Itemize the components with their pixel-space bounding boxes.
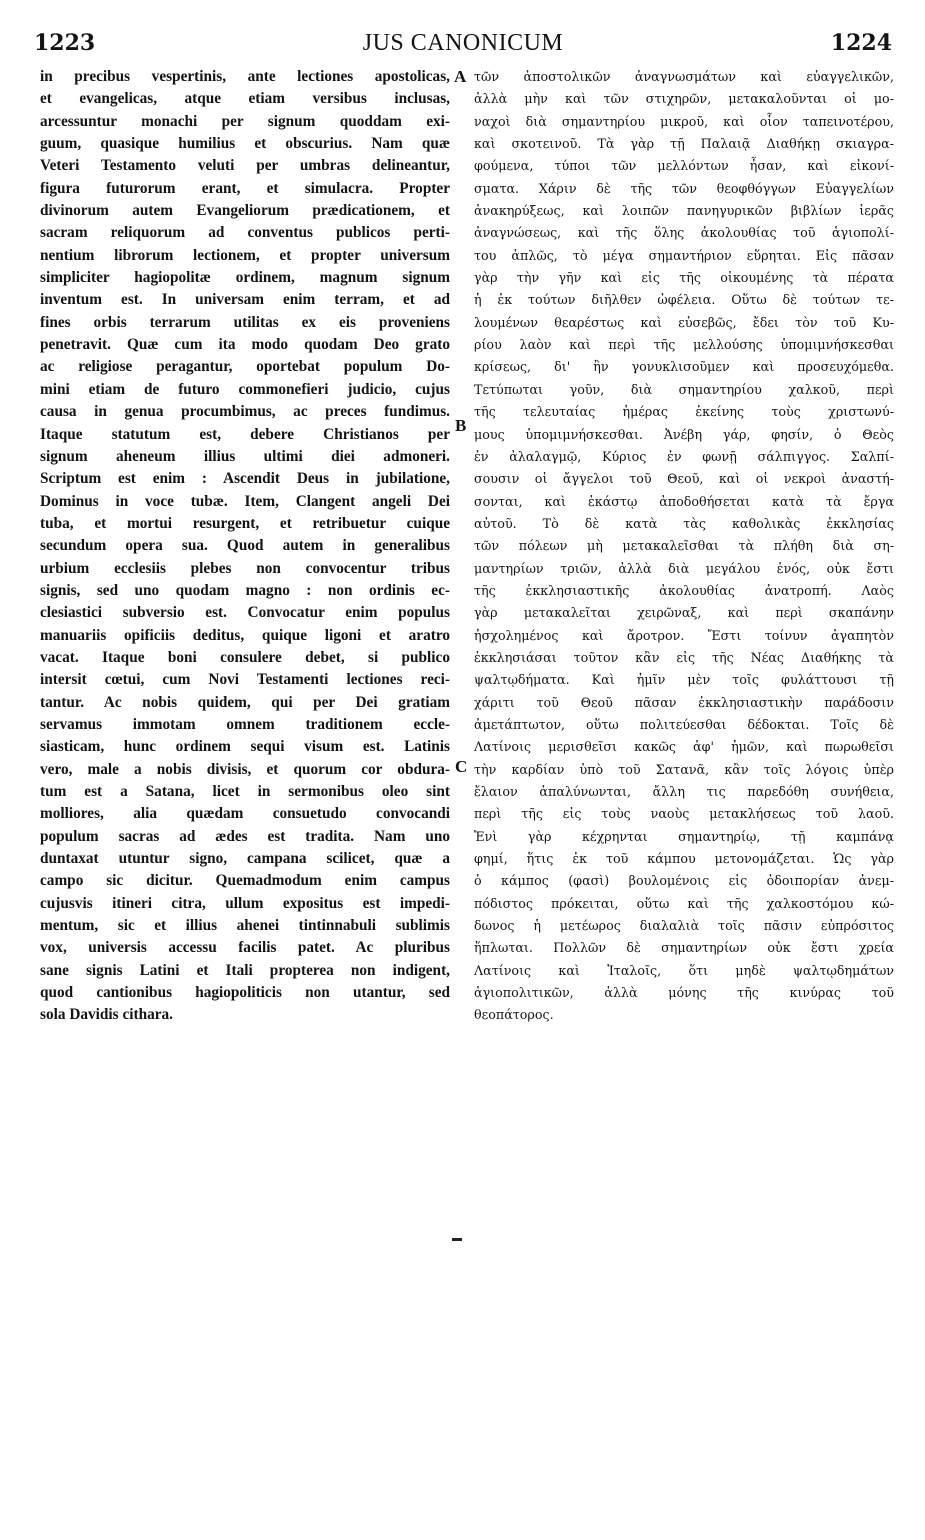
greek-text-line: ψαλτῳδήματα. Καὶ ἡμῖν μὲν τοῖς φυλάττουσι τῇ [474,672,894,688]
latin-text-line: arcessuntur monachi per signum quoddam exi- [40,112,450,130]
greek-text-line: του ἁπλῶς, τὸ μέγα σημαντήριον εὕρηται. Εἰς πᾶσαν [474,247,894,263]
greek-text-line: ἐκκλησιάσαι τοῦτον κἂν εἰς τῆς Νέας Διαθήκης τὰ [474,649,894,665]
latin-text-line: simpliciter hagiopolitæ ordinem, magnum signum [40,269,450,287]
greek-text-line: φούμενα, τύποι τῶν μελλόντων ἦσαν, καὶ εἰκονί- [474,158,894,174]
greek-text-line: σονται, καὶ ἑκάστῳ ἀποδοθήσεται κατὰ τὰ ἔργα [474,493,894,509]
greek-text-line: γὰρ τὴν γῆν καὶ εἰς τῆς οἰκουμένης τὰ πέρατα [474,270,894,286]
greek-text-line: ἀμετάπτωτον, οὕτω πολιτεύεσθαι δέδοκται. Τοῖς δὲ [474,716,894,732]
greek-text-line: περὶ τῆς εἰς τοὺς ναοὺς μετακλήσεως τοῦ λαοῦ. [474,806,894,822]
greek-text-line: ἀναγνώσεως, καὶ τῆς ὅλης ἀκολουθίας τοῦ ἁγιοπολί- [474,225,894,241]
greek-text-line: πόδιστος πρόκειται, οὕτω καὶ τῆς χαλκοστόμου κώ- [474,895,894,911]
latin-text-line: tum est a Satana, licet in sermonibus oleo sint [40,783,450,800]
greek-text-line: ἡ ἐκ τούτων διῆλθεν ὠφέλεια. Οὕτω δὲ τούτων τε- [474,292,894,308]
latin-text-line: campo sic dicitur. Quemadmodum enim campus [40,872,450,890]
latin-text-line: fines orbis terrarum utilitas ex eis proveniens [40,313,450,331]
greek-text-line: φημί, ἥτις ἐκ τοῦ κάμπου μετονομάζεται. Ὡς γὰρ [474,851,894,867]
greek-text-line: μους ὑπομιμνήσκεσθαι. Ἀνέβη γάρ, φησίν, ὁ Θεὸς [474,426,894,442]
latin-text-line: penetravit. Quæ cum ita modo quodam Deo grato [40,336,450,354]
greek-text-line: σματα. Χάριν δὲ τῆς τῶν θεοφθόγγων Εὐαγγελίων [474,180,894,196]
greek-text-line: Ἑνὶ γὰρ κέχρηνται σημαντηρίῳ, τῇ καμπάνᾳ [474,828,894,844]
greek-text-line: ρίου λαὸν καὶ περὶ τῆς μελλούσης ὑπομιμνήσκεσθαι [474,337,894,353]
margin-marker-c: C [455,757,468,776]
greek-text-line: Τετύπωται γοῦν, διὰ σημαντηρίου χαλκοῦ, περὶ [474,381,894,397]
latin-text-line: intersit cœtui, cum Novi Testamenti lectiones reci- [40,671,450,689]
latin-text-line: sacram reliquorum ad conventus publicos perti- [40,224,450,242]
latin-text-line: Veteri Testamento veluti per umbras delineantur, [40,157,450,175]
latin-text-line: sane signis Latini et Itali propterea non indigent, [40,961,450,979]
greek-text-line: λουμένων θεαρέστως καὶ εὐσεβῶς, ἔδει τὸν τοῦ Κυ- [474,314,894,330]
greek-text-line: ἀλλὰ μὴν καὶ τῶν στιχηρῶν, μετακαλοῦνται οἱ μο- [474,91,894,107]
latin-text-line: causa in genua procumbimus, ac preces fundimus. [40,403,450,421]
greek-text-line: τῶν ἀποστολικῶν ἀναγνωσμάτων καὶ εὐαγγελικῶν, [474,69,894,84]
greek-text-line: ναχοὶ διὰ σημαντηρίου μικροῦ, καὶ οἷον ταπεινοτέρου, [474,113,894,129]
latin-text-line: populum sacras ad ædes est tradita. Nam uno [40,827,450,845]
latin-text-line: divinorum autem Evangeliorum prædicationem, et [40,202,450,220]
right-page-number: 1224 [830,30,892,56]
latin-text-line: quod cantionibus hagiopoliticis non utantur, sed [40,984,450,1002]
latin-text-line: et evangelicas, atque etiam versibus inclusas, [40,90,450,108]
latin-text-line: siasticam, hunc ordinem sequi visum est. Latinis [40,738,450,756]
latin-text-line: tantur. Ac nobis quidem, qui per Dei gratiam [40,693,450,711]
latin-text-line: signum aheneum illius ultimi diei admoneri. [40,447,450,465]
latin-text-line: mentum, sic et illius ahenei tintinnabuli sublimis [40,917,450,935]
greek-text-line: γὰρ μετακαλεῖται χειρῶναξ, καὶ περὶ σκαπάνην [474,605,894,621]
latin-text-line: vero, male a nobis divisis, et quorum cor obdura- [40,760,450,778]
latin-text-line: secundum opera sua. Quod autem in generalibus [40,537,450,555]
latin-text-line: ac religiose peragantur, oportebat populum Do- [40,358,450,376]
greek-text-line: τῆς ἐκκλησιαστικῆς ἀκολουθίας ἀνατροπή. Λαὸς [474,582,894,598]
greek-text-line: Λατίνοις καὶ Ἰταλοῖς, ὅτι μηδὲ ψαλτῳδημάτων [474,962,894,978]
latin-text-line: inventum est. In universam enim terram, et ad [40,291,450,309]
greek-text-line: ἠσχολημένος καὶ ἄροτρον. Ἔστι τοίνυν ἀγαπητὸν [474,627,894,643]
latin-text-line: figura futurorum erant, et simulacra. Propter [40,179,450,197]
greek-text-line: ἐν ἀλαλαγμῷ, Κύριος ἐν φωνῇ σάλπιγγος. Σαλπί- [474,448,894,464]
latin-text-line: signis, sed uno quodam magno : non ordinis ec- [40,581,450,599]
margin-marker-a: A [454,67,467,86]
greek-text-line: καὶ σκοτεινοῦ. Τὰ γὰρ τῇ Παλαιᾷ Διαθήκῃ σκιαγρα- [474,136,894,152]
greek-text-line: ἔλαιον ἁπαλύνωνται, ἄλλη τις παρεδόθη συνήθεια, [474,784,894,799]
greek-text-line: ἥπλωται. Πολλῶν δὲ σημαντηρίων οὐκ ἔστι χρεία [474,940,894,956]
latin-text-line: tuba, et mortui resurgent, et retribuetur cuique [40,514,450,532]
latin-text-line: nentium librorum lectionem, et propter universum [40,246,450,264]
latin-text-line: cujusvis itineri citra, ullum expositus est impedi- [40,894,450,912]
page-mark [452,1238,462,1241]
greek-text-line: κρίσεως, δι' ἣν γονυκλισοῦμεν καὶ προσευχόμεθα. [474,359,894,375]
greek-text-line: χάριτι τοῦ Θεοῦ πᾶσαν ἐκκλησιαστικὴν παράδοσιν [474,694,894,710]
latin-text-line: vox, universis accessu facilis patet. Ac pluribus [40,939,450,957]
latin-text-line: vacat. Itaque boni consulere debet, si publico [40,648,450,666]
left-page-number: 1223 [34,30,96,56]
latin-text-line: servamus immotam omnem traditionem eccle- [40,715,450,733]
latin-text-line: urbium ecclesiis plebes non convocentur tribus [40,559,450,577]
latin-text-line: in precibus vespertinis, ante lectiones apostolicas, [40,68,450,85]
greek-text-line: θεοπάτορος. [474,1007,554,1023]
running-header [34,30,892,60]
latin-text-line: clesiastici subversio est. Convocatur enim populus [40,604,450,622]
greek-text-line: σουσιν οἱ ἄγγελοι τοῦ Θεοῦ, καὶ οἱ νεκροὶ ἀναστή- [474,471,894,487]
latin-text-line: Scriptum est enim : Ascendit Deus in jubilatione, [40,470,450,488]
greek-text-line: τῶν πόλεων μὴ μετακαλεῖσθαι τὰ πλήθη διὰ ση- [474,538,894,554]
margin-marker-b: B [455,416,467,435]
greek-text-line: ἁγιοπολιτικῶν, ἀλλὰ μόνης τῆς κινύρας τοῦ [474,985,894,1001]
greek-text-line: δωνος ἡ μετέωρος διαλαλιὰ τοῖς πᾶσιν εὐπρόσιτος [474,918,894,934]
greek-text-column [474,66,894,1027]
greek-text-line: τὴν καρδίαν ὑπὸ τοῦ Σατανᾶ, κἂν τοῖς λόγοις ὑπὲρ [474,761,894,777]
latin-text-line: guum, quasique humilius et obscurius. Nam quæ [40,135,450,153]
latin-text-line: sola Davidis cithara. [40,1006,174,1024]
greek-text-line: μαντηρίων τριῶν, ἀλλὰ διὰ μεγάλου ἑνός, οὐκ ἔστι [474,560,894,576]
greek-text-line: αὐτοῦ. Τὸ δὲ κατὰ τὰς καθολικὰς ἐκκλησίας [474,515,894,531]
running-title: JUS CANONICUM [362,30,564,56]
latin-text-line: Itaque statutum est, debere Christianos per [40,425,450,443]
latin-text-line: manuariis opificiis deditus, quique ligoni et aratro [40,626,450,644]
greek-text-line: Λατίνοις μερισθεῖσι κακῶς ἀφ' ἡμῶν, καὶ πωρωθεῖσι [474,739,894,755]
latin-text-line: duntaxat utuntur signo, campana scilicet, quæ a [40,850,450,868]
latin-text-line: mini etiam de futuro commonefieri judicio, cujus [40,380,450,398]
greek-text-line: τῆς τελευταίας ἡμέρας ἐκείνης τοὺς χριστωνύ- [474,404,894,420]
latin-text-column [40,66,450,1027]
greek-text-line: ἀνακηρύξεως, καὶ λοιπῶν πανηγυρικῶν βιβλίων ἱερᾶς [474,203,894,219]
latin-text-line: Dominus in voce tubæ. Item, Clangent angeli Dei [40,492,450,510]
greek-text-line: ὁ κάμπος (φασὶ) βουλομένοις εἰς ὁδοιπορίαν ἀνεμ- [474,873,894,889]
latin-text-line: molliores, alia quædam consuetudo convocandi [40,805,450,823]
